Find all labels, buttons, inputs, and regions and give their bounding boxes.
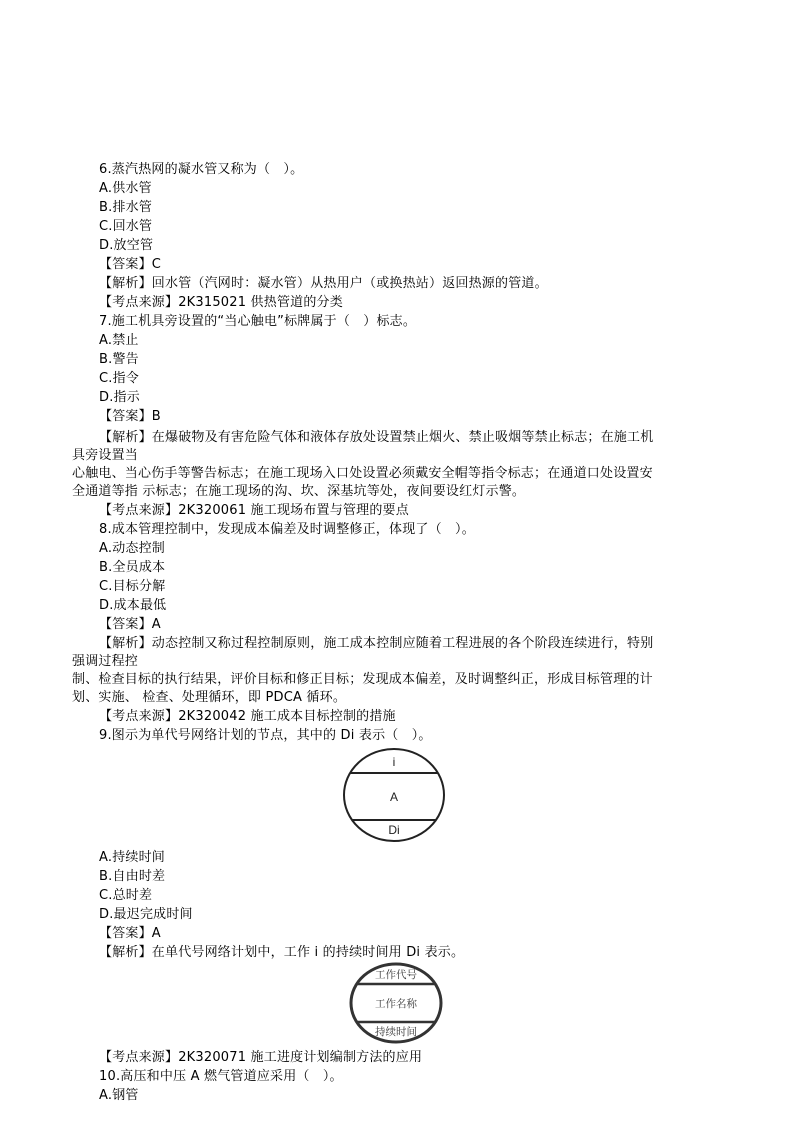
question-8-source: 【考点来源】2K320042 施工成本目标控制的措施 [99, 709, 396, 724]
question-7-analysis-line-1: 【解析】在爆破物及有害危险气体和液体存放处设置禁止烟火、禁止吸烟等禁止标志；在施工机 [99, 430, 654, 445]
question-7-stem: 7.施工机具旁设置的“当心触电”标牌属于（ ）标志。 [99, 314, 417, 329]
question-8-option-d: D.成本最低 [99, 598, 167, 613]
node-diagram-figure [340, 746, 448, 844]
question-9-analysis: 【解析】在单代号网络计划中，工作 i 的持续时间用 Di 表示。 [99, 945, 465, 960]
question-6-source: 【考点来源】2K315021 供热管道的分类 [99, 295, 343, 310]
question-9-option-d: D.最迟完成时间 [99, 907, 193, 922]
labeled-node-bottom: 持续时间 [375, 1026, 417, 1038]
question-7-answer: 【答案】B [99, 409, 161, 424]
node-label-top: i [392, 755, 396, 769]
question-6-option-a: A.供水管 [99, 181, 152, 196]
node-labeled-figure [348, 962, 444, 1044]
question-8-analysis-line-2: 强调过程控 [72, 654, 139, 669]
question-10-stem: 10.高压和中压 A 燃气管道应采用（ ）。 [99, 1069, 343, 1084]
question-9-option-a: A.持续时间 [99, 850, 165, 865]
node-label-middle: A [389, 790, 399, 804]
question-9-option-c: C.总时差 [99, 888, 153, 903]
question-7-option-c: C.指令 [99, 371, 140, 386]
question-9-source: 【考点来源】2K320071 施工进度计划编制方法的应用 [99, 1050, 423, 1065]
question-8-option-a: A.动态控制 [99, 541, 165, 556]
question-8-analysis-line-1: 【解析】动态控制又称过程控制原则，施工成本控制应随着工程进展的各个阶段连续进行，特别 [99, 636, 654, 651]
labeled-node-top: 工作代号 [375, 969, 417, 981]
question-6-stem: 6.蒸汽热网的凝水管又称为（ ）。 [99, 162, 304, 177]
question-6-option-d: D.放空管 [99, 238, 154, 253]
question-8-analysis-line-3: 制、检查目标的执行结果，评价目标和修正目标；发现成本偏差，及时调整纠正，形成目标管理的计 [72, 672, 653, 687]
question-7-analysis-line-4: 全通道等指 示标志；在施工现场的沟、坎、深基坑等处，夜间要设红灯示警。 [72, 484, 526, 499]
question-7-option-b: B.警告 [99, 352, 139, 367]
question-7-analysis-line-3: 心触电、当心伤手等警告标志；在施工现场入口处设置必须戴安全帽等指令标志；在通道口处设置安 [72, 466, 653, 481]
question-8-option-c: C.目标分解 [99, 579, 166, 594]
question-8-analysis-line-4: 划、实施、 检查、处理循环，即 PDCA 循环。 [72, 690, 347, 705]
question-8-answer: 【答案】A [99, 617, 161, 632]
question-9-stem: 9.图示为单代号网络计划的节点，其中的 Di 表示（ ）。 [99, 728, 432, 743]
node-label-bottom: Di [388, 823, 400, 837]
question-7-option-a: A.禁止 [99, 333, 139, 348]
question-8-stem: 8.成本管理控制中，发现成本偏差及时调整修正，体现了（ ）。 [99, 522, 475, 537]
question-9-answer: 【答案】A [99, 926, 161, 941]
question-6-answer: 【答案】C [99, 257, 162, 272]
question-6-analysis: 【解析】回水管（汽网时：凝水管）从热用户（或换热站）返回热源的管道。 [99, 276, 548, 291]
question-7-option-d: D.指示 [99, 390, 140, 405]
question-8-option-b: B.全员成本 [99, 560, 166, 575]
question-10-option-a: A.钢管 [99, 1088, 139, 1103]
question-7-source: 【考点来源】2K320061 施工现场布置与管理的要点 [99, 503, 409, 518]
labeled-node-middle: 工作名称 [375, 998, 417, 1010]
question-7-analysis-line-2: 具旁设置当 [72, 448, 139, 463]
question-6-option-c: C.回水管 [99, 219, 153, 234]
question-6-option-b: B.排水管 [99, 200, 153, 215]
question-9-option-b: B.自由时差 [99, 869, 166, 884]
